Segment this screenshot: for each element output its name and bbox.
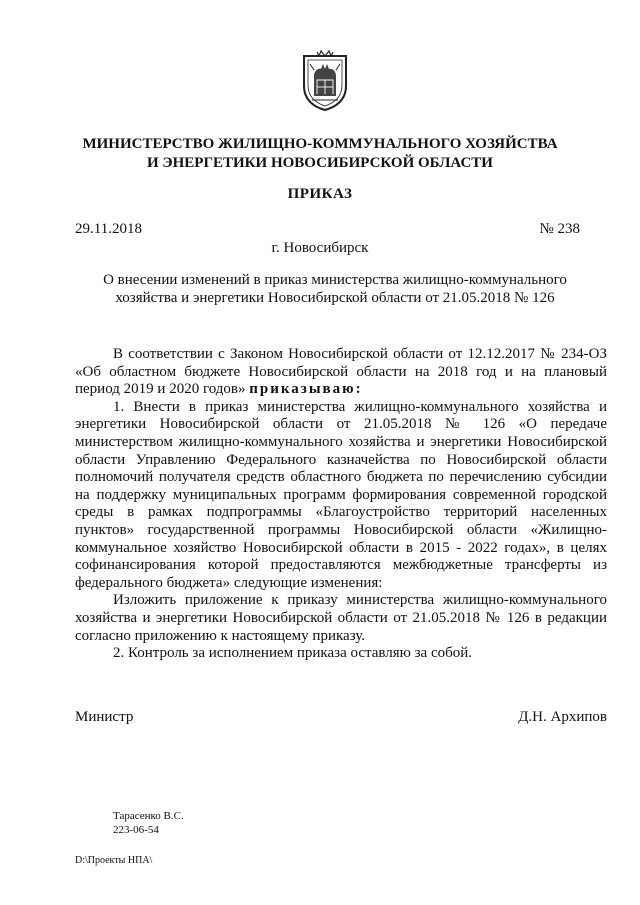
signatory-name: Д.Н. Архипов <box>518 709 607 725</box>
body-paragraph-preamble <box>75 346 607 399</box>
subject-line1: О внесении изменений в приказ министерства жилищно-коммунального <box>103 272 567 288</box>
order-word: приказываю: <box>249 381 363 398</box>
document-body <box>75 346 607 663</box>
document-number: № 238 <box>539 221 580 237</box>
document-subject <box>90 271 580 307</box>
body-paragraph-item2: 2. Контроль за исполнением приказа оставляю за собой. <box>113 645 473 662</box>
executor-name: Тарасенко В.С. <box>113 810 184 822</box>
executor-phone: 223-06-54 <box>113 824 159 836</box>
body-paragraph-item1-text: Изложить приложение к приказу министерства жилищно-коммунального хозяйства и энергетики Новосибирской области от 21.05.2018 № 126 в редакции согласно приложению к настоящему приказу. <box>75 592 607 644</box>
ministry-name <box>60 135 580 173</box>
executor-info <box>113 809 184 837</box>
subject-line2: хозяйства и энергетики Новосибирской области от 21.05.2018 № 126 <box>115 290 555 306</box>
ministry-name-line1: МИНИСТЕРСТВО ЖИЛИЩНО-КОММУНАЛЬНОГО ХОЗЯЙСТВА <box>82 136 558 152</box>
file-path: D:\Проекты НПА\ <box>75 855 153 866</box>
document-city: г. Новосибирск <box>271 240 369 256</box>
preamble-text: В соответствии с Законом Новосибирской области от 12.12.2017 № 234-ОЗ «Об областном бюджете Новосибирской области на 2018 год и на плановый период 2019 и 2020 годов» <box>75 346 607 398</box>
document-type: ПРИКАЗ <box>287 186 353 202</box>
ministry-name-line2: И ЭНЕРГЕТИКИ НОВОСИБИРСКОЙ ОБЛАСТИ <box>147 155 493 171</box>
coat-of-arms-icon <box>300 50 350 112</box>
signatory-title: Министр <box>75 709 134 725</box>
document-date: 29.11.2018 <box>75 221 142 237</box>
body-paragraph-item1: 1. Внести в приказ министерства жилищно-коммунального хозяйства и энергетики Новосибирской области от 21.05.2018 № 126 «О передаче министерством жилищно-коммунального хозяйства и энергетики Новосибирской области Управлению Федерального казначейства по Новосибирской области полномочий получателя средств областного бюджета по перечислению субсидии на поддержку муниципальных программ формирования современной городской среды в рамках подпрограммы «Благоустройство территорий населенных пунктов» государственной программы Новосибирской области «Жилищно-коммунальное хозяйство Новосибирской области в 2015 - 2022 годах», в целях софинансирования которой предоставляются межбюджетные трансферты из федерального бюджета» следующие изменения: <box>75 398 607 591</box>
